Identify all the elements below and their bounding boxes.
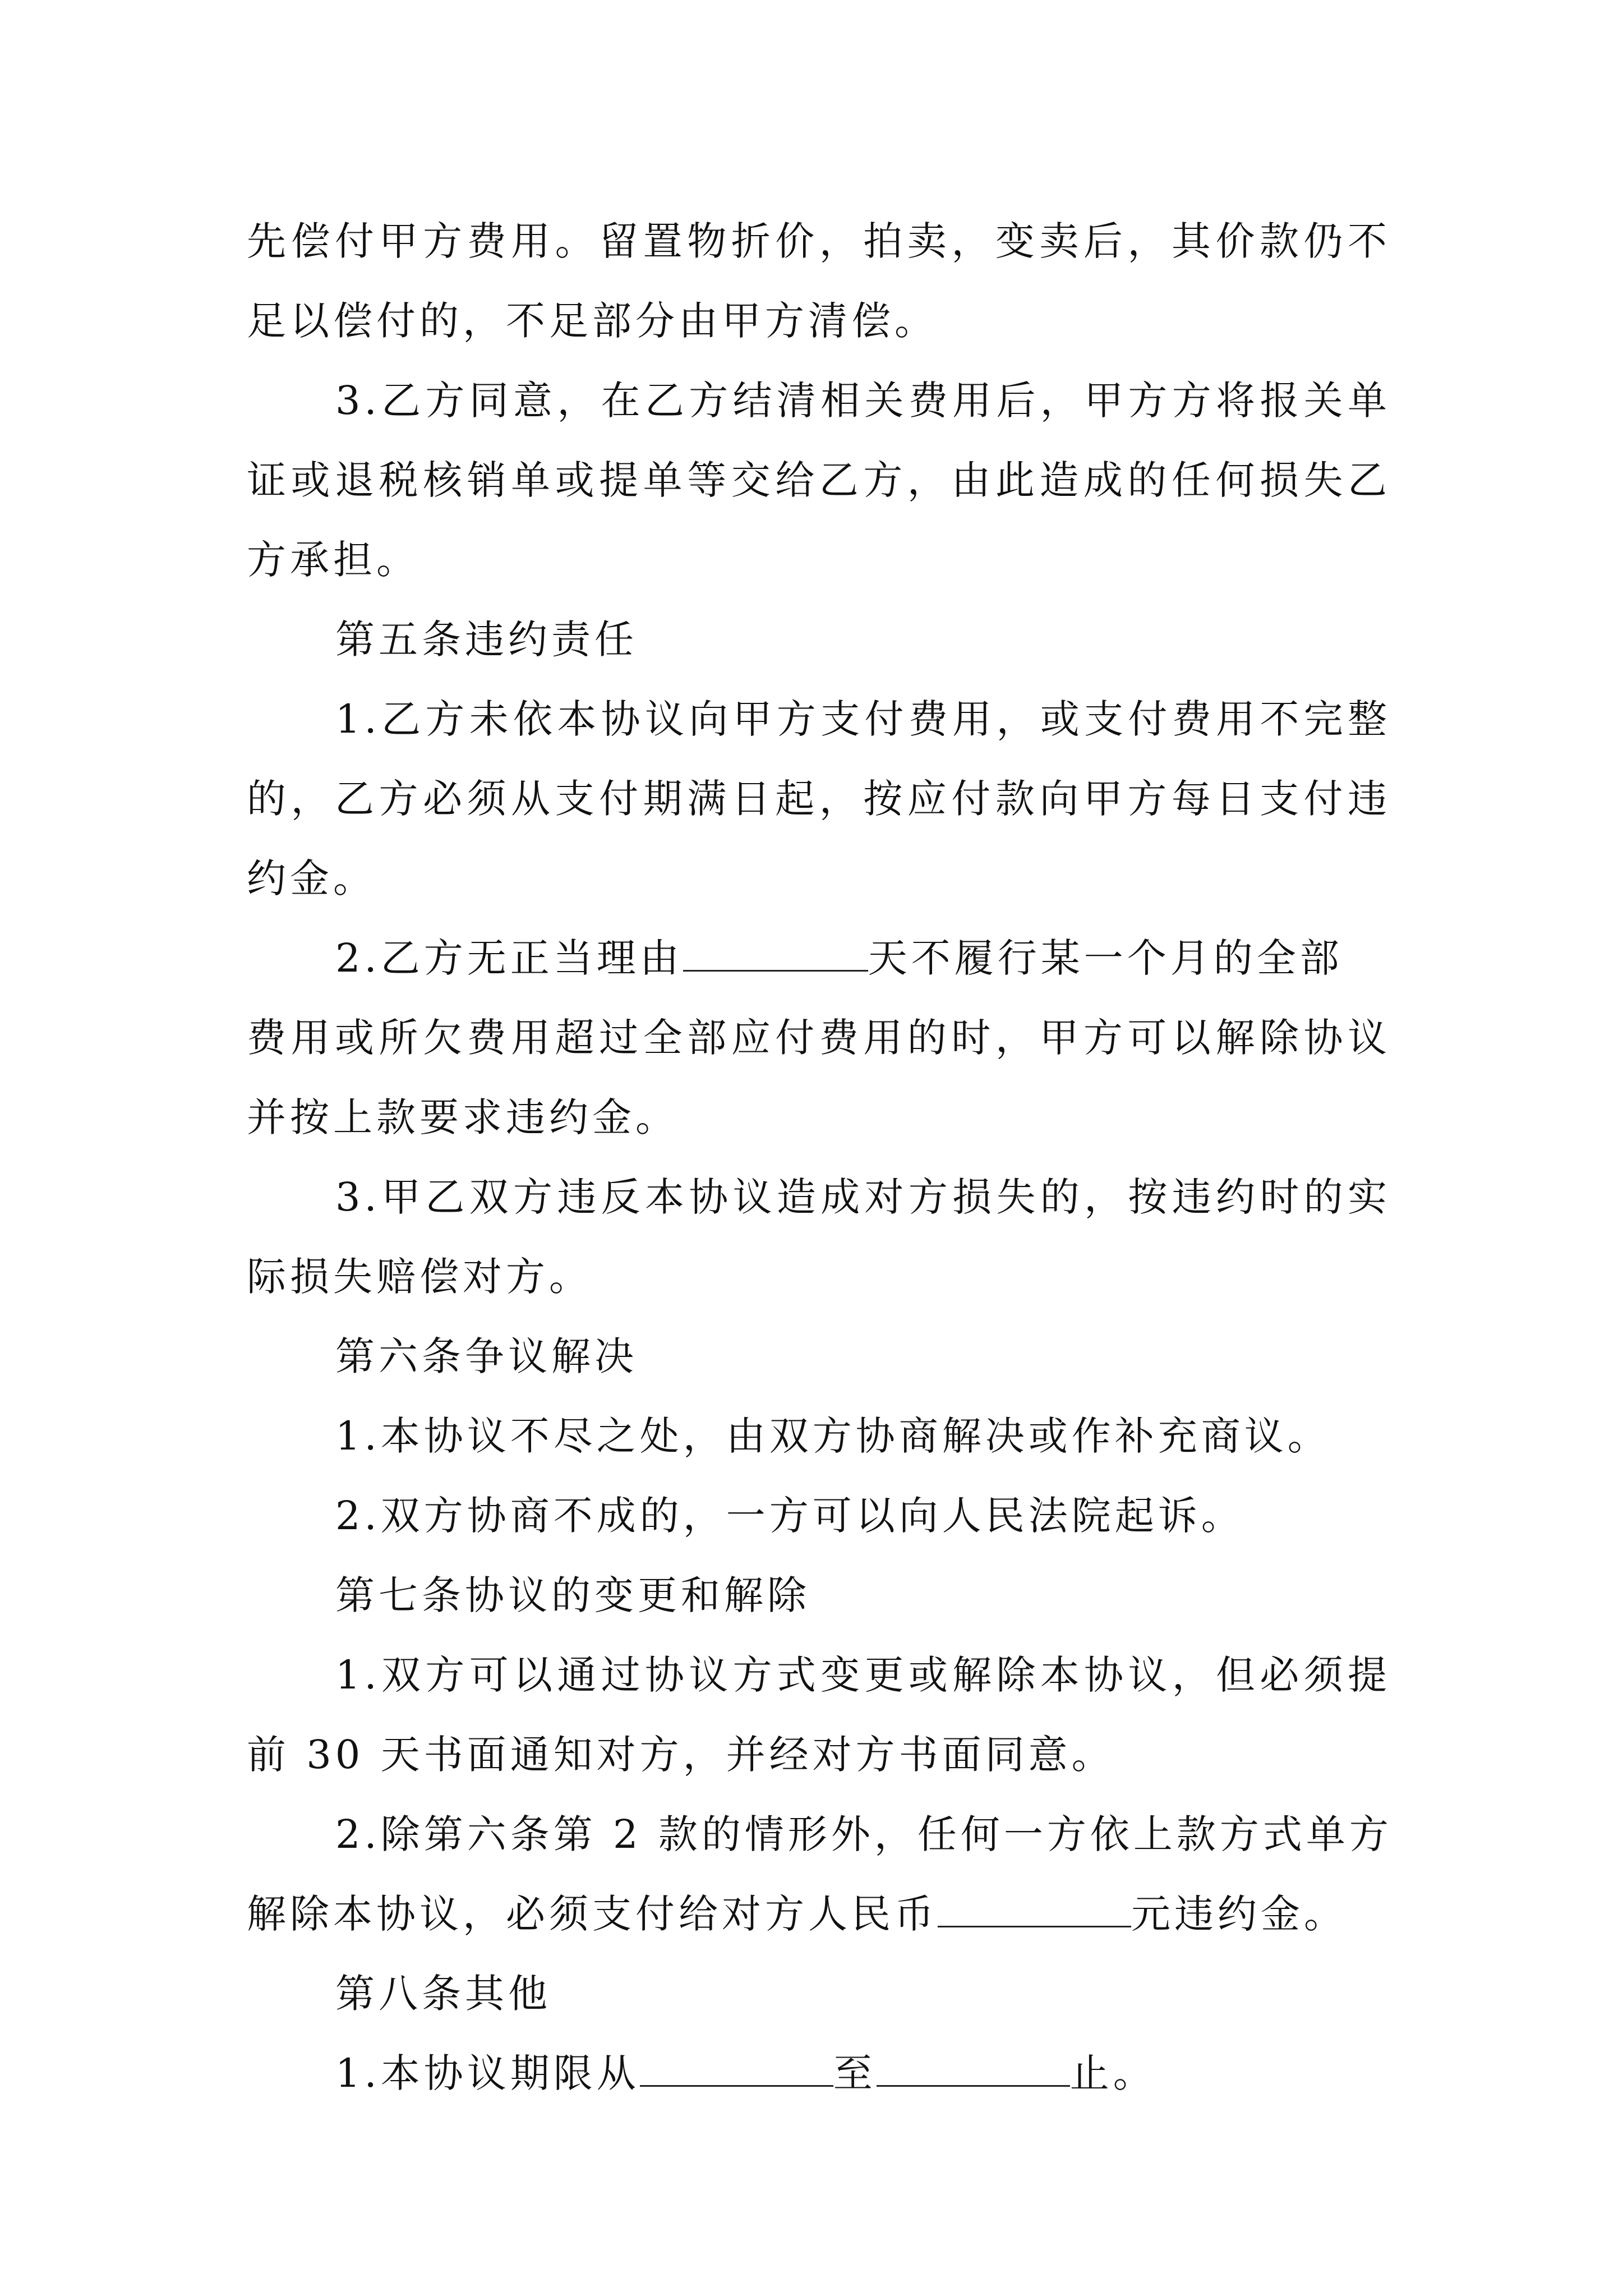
clause-5-1-line: 1.乙方未依本协议向甲方支付费用，或支付费用不完整: [335, 696, 1391, 742]
text-segment: 止。: [1069, 2050, 1156, 2096]
text-line: 的，乙方必须从支付期满日起，按应付款向甲方每日支付违: [247, 776, 1391, 822]
text-line: 证或退税核销单或提单等交给乙方，由此造成的任何损失乙: [247, 457, 1391, 503]
text-segment: 解除本协议，必须支付给对方人民币: [247, 1891, 938, 1937]
clause-5-3-line: 3.甲乙双方违反本协议造成对方损失的，按违约时的实: [335, 1174, 1391, 1220]
blank-start-date-field[interactable]: [640, 2050, 833, 2087]
text-segment: 天不履行某一个月的全部: [868, 935, 1343, 981]
clause-7-1-line: 1.双方可以通过协议方式变更或解除本协议，但必须提: [335, 1652, 1391, 1698]
article-7-heading: 第七条协议的变更和解除: [335, 1572, 810, 1618]
text-line: 费用或所欠费用超过全部应付费用的时，甲方可以解除协议: [247, 1015, 1391, 1061]
blank-amount-field[interactable]: [938, 1891, 1131, 1927]
text-line: 方承担。: [247, 537, 419, 583]
article-8-heading: 第八条其他: [335, 1971, 551, 2017]
clause-6-2-line: 2.双方协商不成的，一方可以向人民法院起诉。: [335, 1493, 1244, 1539]
text-line: [247, 1886, 1391, 1942]
article-6-heading: 第六条争议解决: [335, 1333, 638, 1379]
text-line: 前 30 天书面通知对方，并经对方书面同意。: [247, 1732, 1115, 1778]
clause-7-2-line: 2.除第六条第 2 款的情形外，任何一方依上款方式单方: [335, 1811, 1393, 1857]
clause-6-1-line: 1.本协议不尽之处，由双方协商解决或作补充商议。: [335, 1413, 1331, 1459]
blank-days-field[interactable]: [683, 935, 868, 972]
text-segment: 2.乙方无正当理由: [335, 935, 683, 981]
text-line: 约金。: [247, 855, 376, 901]
clause-8-1-line: [335, 2045, 1391, 2101]
text-segment: 至: [833, 2050, 877, 2096]
article-5-heading: 第五条违约责任: [335, 616, 638, 662]
blank-end-date-field[interactable]: [877, 2050, 1070, 2087]
clause-5-2-line: [335, 930, 1391, 986]
text-segment: 1.本协议期限从: [335, 2050, 640, 2096]
text-line: 际损失赔偿对方。: [247, 1254, 592, 1300]
clause-4-3-line: 3.乙方同意，在乙方结清相关费用后，甲方方将报关单: [335, 378, 1391, 424]
text-line: 并按上款要求违约金。: [247, 1094, 679, 1140]
text-line: 先偿付甲方费用。留置物折价，拍卖，变卖后，其价款仍不: [247, 218, 1391, 264]
text-segment: 元违约金。: [1131, 1891, 1347, 1937]
text-line: 足以偿付的，不足部分由甲方清偿。: [247, 298, 938, 344]
